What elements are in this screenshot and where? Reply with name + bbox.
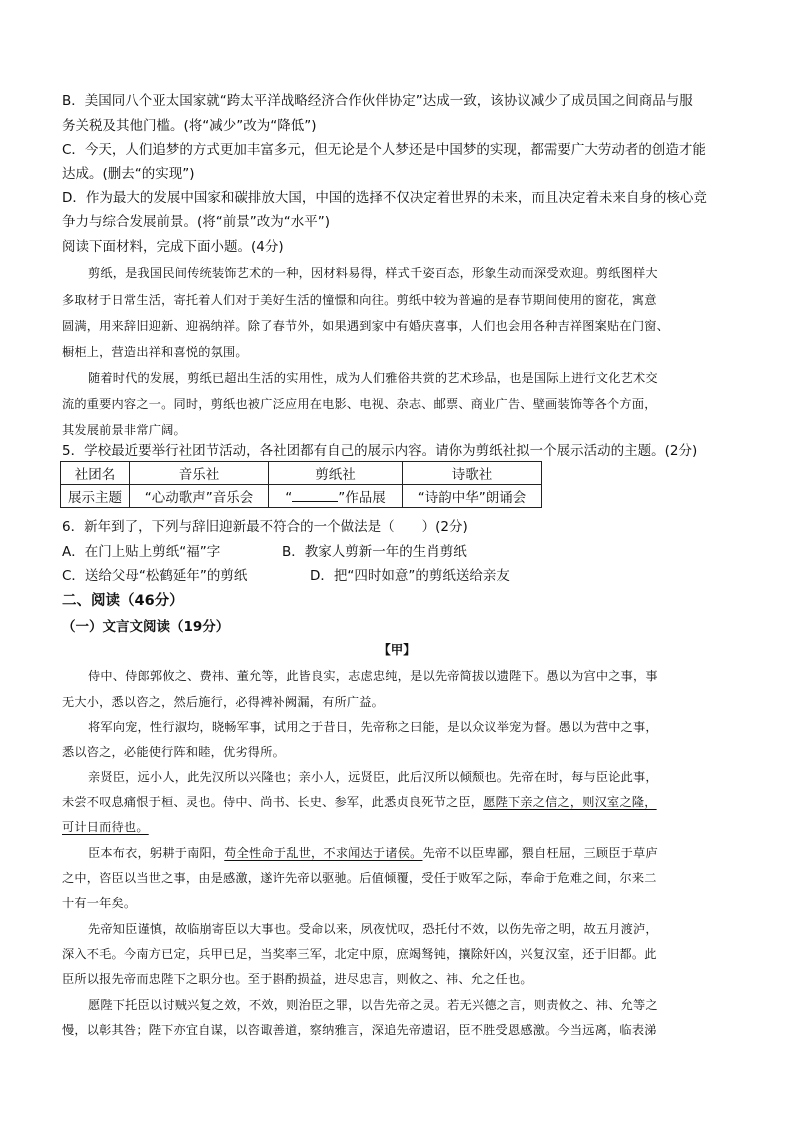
classical-text: 先帝不以臣卑鄙，猥自枉屈，三顾臣于草庐 bbox=[422, 846, 658, 860]
option-b-line1: B．美国同八个亚太国家就“跨太平洋战略经济合作伙伴协定”达成一致，该协议减少了成员国之间商品与服 bbox=[62, 93, 693, 109]
section-2-title: 二、阅读（46分） bbox=[62, 593, 184, 609]
underlined-sentence: 可计日而待也。 bbox=[62, 820, 149, 834]
classical-line: 先帝知臣谨慎，故临崩寄臣以大事也。受命以来，夙夜忧叹，恐托付不效，以伤先帝之明，故五月渡泸， bbox=[88, 922, 658, 936]
option-c-line1: C．今天，人们追梦的方式更加丰富多元，但无论是个人梦还是中国梦的实现，都需要广大劳动者的创造才能 bbox=[62, 142, 706, 158]
passage-line: 多取材于日常生活，寄托着人们对于美好生活的憧憬和向往。剪纸中较为普遍的是春节期间使用的窗花，寓意 bbox=[62, 293, 657, 307]
underlined-sentence: 苟全性命于乱世，不求闻达于诸侯。 bbox=[224, 846, 423, 860]
question-6-option-b: B．教家人剪新一年的生肖剪纸 bbox=[282, 544, 467, 560]
passage-line: 圆满，用来辞旧迎新、迎祸纳祥。除了春节外，如果遇到家中有婚庆喜事，人们也会用各种吉祥图案贴在门窗、 bbox=[62, 319, 669, 333]
classical-line: 深入不毛。今南方已定，兵甲已足，当奖率三军，北定中原，庶竭驽钝，攘除奸凶，兴复汉室，还于旧都。此 bbox=[62, 947, 657, 961]
classical-line bbox=[62, 793, 657, 811]
table-row-label: 展示主题 bbox=[61, 485, 130, 508]
quote-close-suffix: ”作品展 bbox=[338, 490, 386, 506]
classical-line: 之中，咨臣以当世之事，由是感激，遂许先帝以驱驰。后值倾覆，受任于败军之际，奉命于危难之间，尔来二 bbox=[62, 871, 657, 885]
poetry-club-theme: “诗韵中华”朗诵会 bbox=[403, 485, 542, 508]
classical-text: 未尝不叹息痛恨于桓、灵也。侍中、尚书、长史、参军，此悉贞良死节之臣， bbox=[62, 795, 484, 809]
passage-line: 橱柜上，营造出祥和喜悦的氛围。 bbox=[62, 345, 248, 359]
classical-line: 侍中、侍郎郭攸之、费祎、董允等，此皆良实，志虑忠纯，是以先帝简拔以遗陛下。愚以为宫中之事，事 bbox=[88, 669, 658, 683]
classical-line: 臣所以报先帝而忠陛下之职分也。至于斟酌损益，进尽忠言，则攸之、祎、允之任也。 bbox=[62, 972, 533, 986]
table-header-cell: 社团名 bbox=[61, 462, 130, 485]
reading-intro: 阅读下面材料，完成下面小题。(4分) bbox=[62, 239, 284, 255]
table-header-cell: 剪纸社 bbox=[269, 462, 403, 485]
option-c-line2: 达成。(删去“的实现”) bbox=[62, 166, 195, 182]
section-2-subtitle: （一）文言文阅读（19分） bbox=[62, 619, 230, 635]
paper-cut-club-theme bbox=[269, 485, 403, 508]
classical-line: 亲贤臣，远小人，此先汉所以兴隆也；亲小人，远贤臣，此后汉所以倾颓也。先帝在时，每与臣论此事， bbox=[88, 770, 658, 784]
option-d-line2: 争力与综合发展前景。(将“前景”改为“水平”) bbox=[62, 214, 331, 230]
classical-line: 将军向宠，性行淑均，晓畅军事，试用之于昔日，先帝称之曰能，是以众议举宠为督。愚以为营中之事， bbox=[88, 720, 658, 734]
table-row bbox=[61, 485, 542, 508]
classical-line: 悉以咨之，必能使行阵和睦，优劣得所。 bbox=[62, 745, 285, 759]
classical-line: 慢，以彰其咎；陛下亦宜自谋，以咨诹善道，察纳雅言，深追先帝遗诏，臣不胜受恩感激。今当远离，临表涕 bbox=[62, 1023, 657, 1037]
question-5-stem: 5．学校最近要举行社团节活动，各社团都有自己的展示内容。请你为剪纸社拟一个展示活动的主题。(2分) bbox=[62, 443, 698, 459]
underlined-sentence: 愿陛下亲之信之，则汉室之隆， bbox=[483, 795, 657, 809]
passage-label-jia: 【甲】 bbox=[378, 642, 416, 657]
passage-line: 其发展前景非常广阔。 bbox=[62, 423, 186, 437]
passage-line: 随着时代的发展，剪纸已超出生活的实用性，成为人们雅俗共赏的艺术珍品，也是国际上进行文化艺术交 bbox=[88, 371, 658, 385]
option-d-line1: D．作为最大的发展中国家和碳排放大国，中国的选择不仅决定着世界的未来，而且决定着未来自身的核心竞 bbox=[62, 190, 707, 206]
answer-blank[interactable] bbox=[292, 489, 338, 502]
table-row bbox=[61, 462, 542, 485]
table-header-cell: 诗歌社 bbox=[403, 462, 542, 485]
classical-line: 十有一年矣。 bbox=[62, 896, 137, 910]
passage-line: 流的重要内容之一。同时，剪纸也被广泛应用在电影、电视、杂志、邮票、商业广告、壁画装饰等各个方面， bbox=[62, 397, 657, 411]
quote-open: “ bbox=[285, 490, 293, 506]
option-b-line2: 务关税及其他门槛。(将“减少”改为“降低”) bbox=[62, 118, 317, 134]
question-6-option-d: D．把“四时如意”的剪纸送给亲友 bbox=[310, 568, 510, 584]
classical-line bbox=[88, 844, 658, 862]
music-club-theme: “心动歌声”音乐会 bbox=[130, 485, 269, 508]
classical-line: 愿陛下托臣以讨贼兴复之效，不效，则治臣之罪，以告先帝之灵。若无兴德之言，则责攸之、祎、允等之 bbox=[88, 998, 658, 1012]
passage-line: 剪纸，是我国民间传统装饰艺术的一种，因材料易得，样式千姿百态，形象生动而深受欢迎。剪纸图样大 bbox=[88, 266, 658, 280]
question-6-option-c: C．送给父母“松鹤延年”的剪纸 bbox=[62, 568, 248, 584]
question-6-option-a: A．在门上贴上剪纸“福”字 bbox=[62, 544, 221, 560]
table-header-cell: 音乐社 bbox=[130, 462, 269, 485]
classical-line: 无大小，悉以咨之，然后施行，必得裨补阙漏，有所广益。 bbox=[62, 695, 385, 709]
club-theme-table bbox=[60, 461, 542, 508]
classical-text: 臣本布衣，躬耕于南阳， bbox=[88, 846, 225, 860]
question-6-stem: 6．新年到了，下列与辞旧迎新最不符合的一个做法是（ ）(2分) bbox=[62, 519, 468, 535]
